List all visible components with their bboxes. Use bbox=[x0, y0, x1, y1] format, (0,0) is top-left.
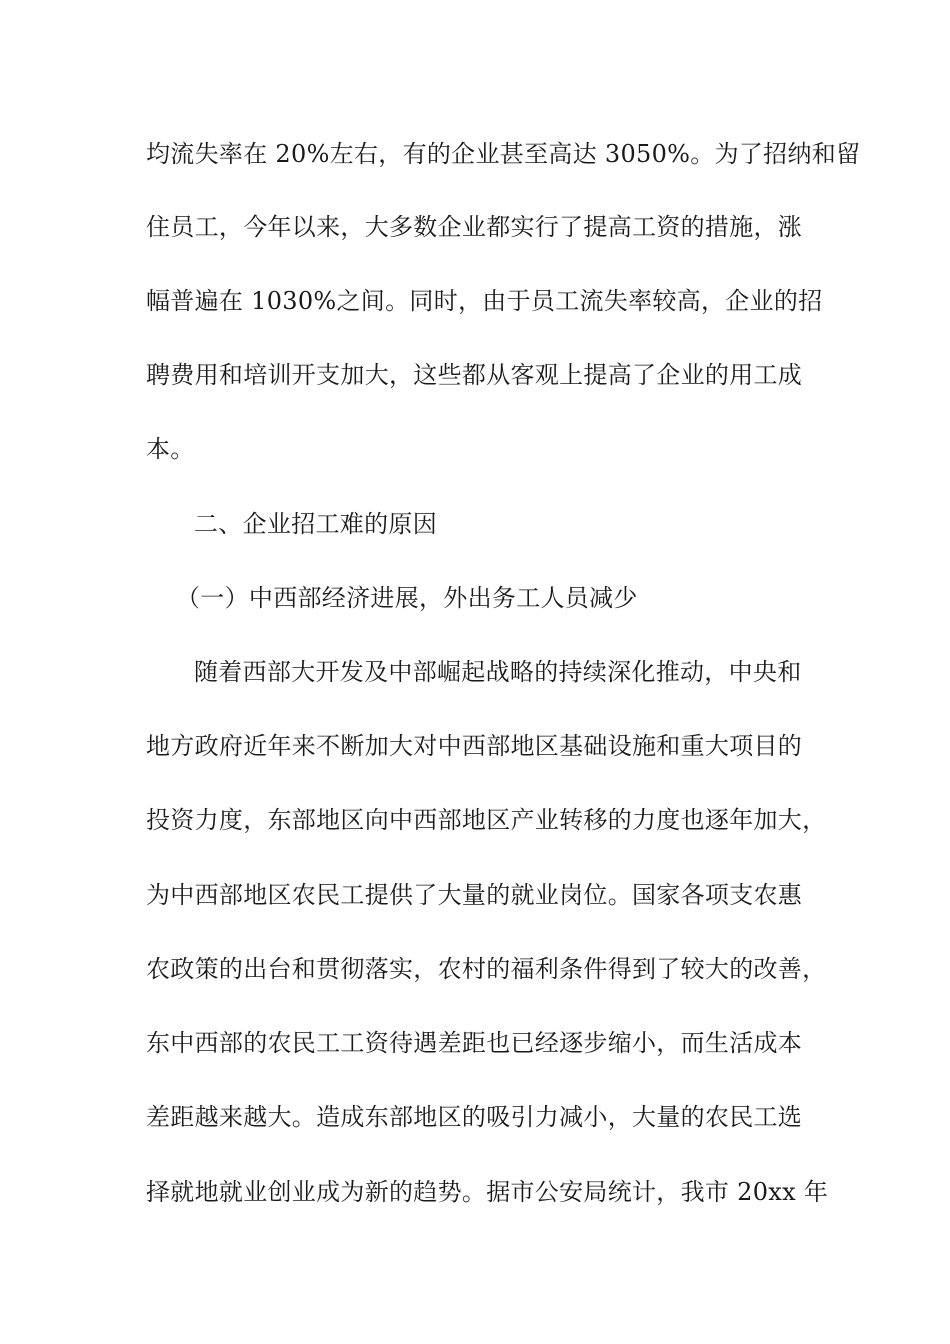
paragraph-line: 为中西部地区农民工提供了大量的就业岗位。国家各项支农惠 bbox=[146, 881, 803, 909]
section-heading: 二、企业招工难的原因 bbox=[194, 510, 437, 538]
subsection-heading: （一）中西部经济进展，外出务工人员减少 bbox=[176, 584, 638, 612]
paragraph-line: 本。 bbox=[146, 435, 195, 463]
paragraph-line: 住员工，今年以来，大多数企业都实行了提高工资的措施，涨 bbox=[146, 213, 803, 241]
paragraph-line: 东中西部的农民工工资待遇差距也已经逐步缩小，而生活成本 bbox=[146, 1029, 803, 1057]
paragraph-line: 投资力度，东部地区向中西部地区产业转移的力度也逐年加大， bbox=[146, 806, 827, 834]
paragraph-line: 地方政府近年来不断加大对中西部地区基础设施和重大项目的 bbox=[146, 732, 803, 760]
paragraph-line: 幅普遍在 1030%之间。同时，由于员工流失率较高，企业的招 bbox=[146, 287, 823, 315]
paragraph-line: 农政策的出台和贯彻落实，农村的福利条件得到了较大的改善， bbox=[146, 955, 827, 983]
paragraph-line: 均流失率在 20%左右，有的企业甚至高达 3050%。为了招纳和留 bbox=[146, 140, 861, 168]
paragraph-line: 聘费用和培训开支加大，这些都从客观上提高了企业的用工成 bbox=[146, 361, 803, 389]
paragraph-line: 随着西部大开发及中部崛起战略的持续深化推动，中央和 bbox=[194, 658, 802, 686]
paragraph-line: 差距越来越大。造成东部地区的吸引力减小，大量的农民工选 bbox=[146, 1103, 803, 1131]
paragraph-line: 择就地就业创业成为新的趋势。据市公安局统计，我市 20xx 年 bbox=[146, 1178, 829, 1206]
